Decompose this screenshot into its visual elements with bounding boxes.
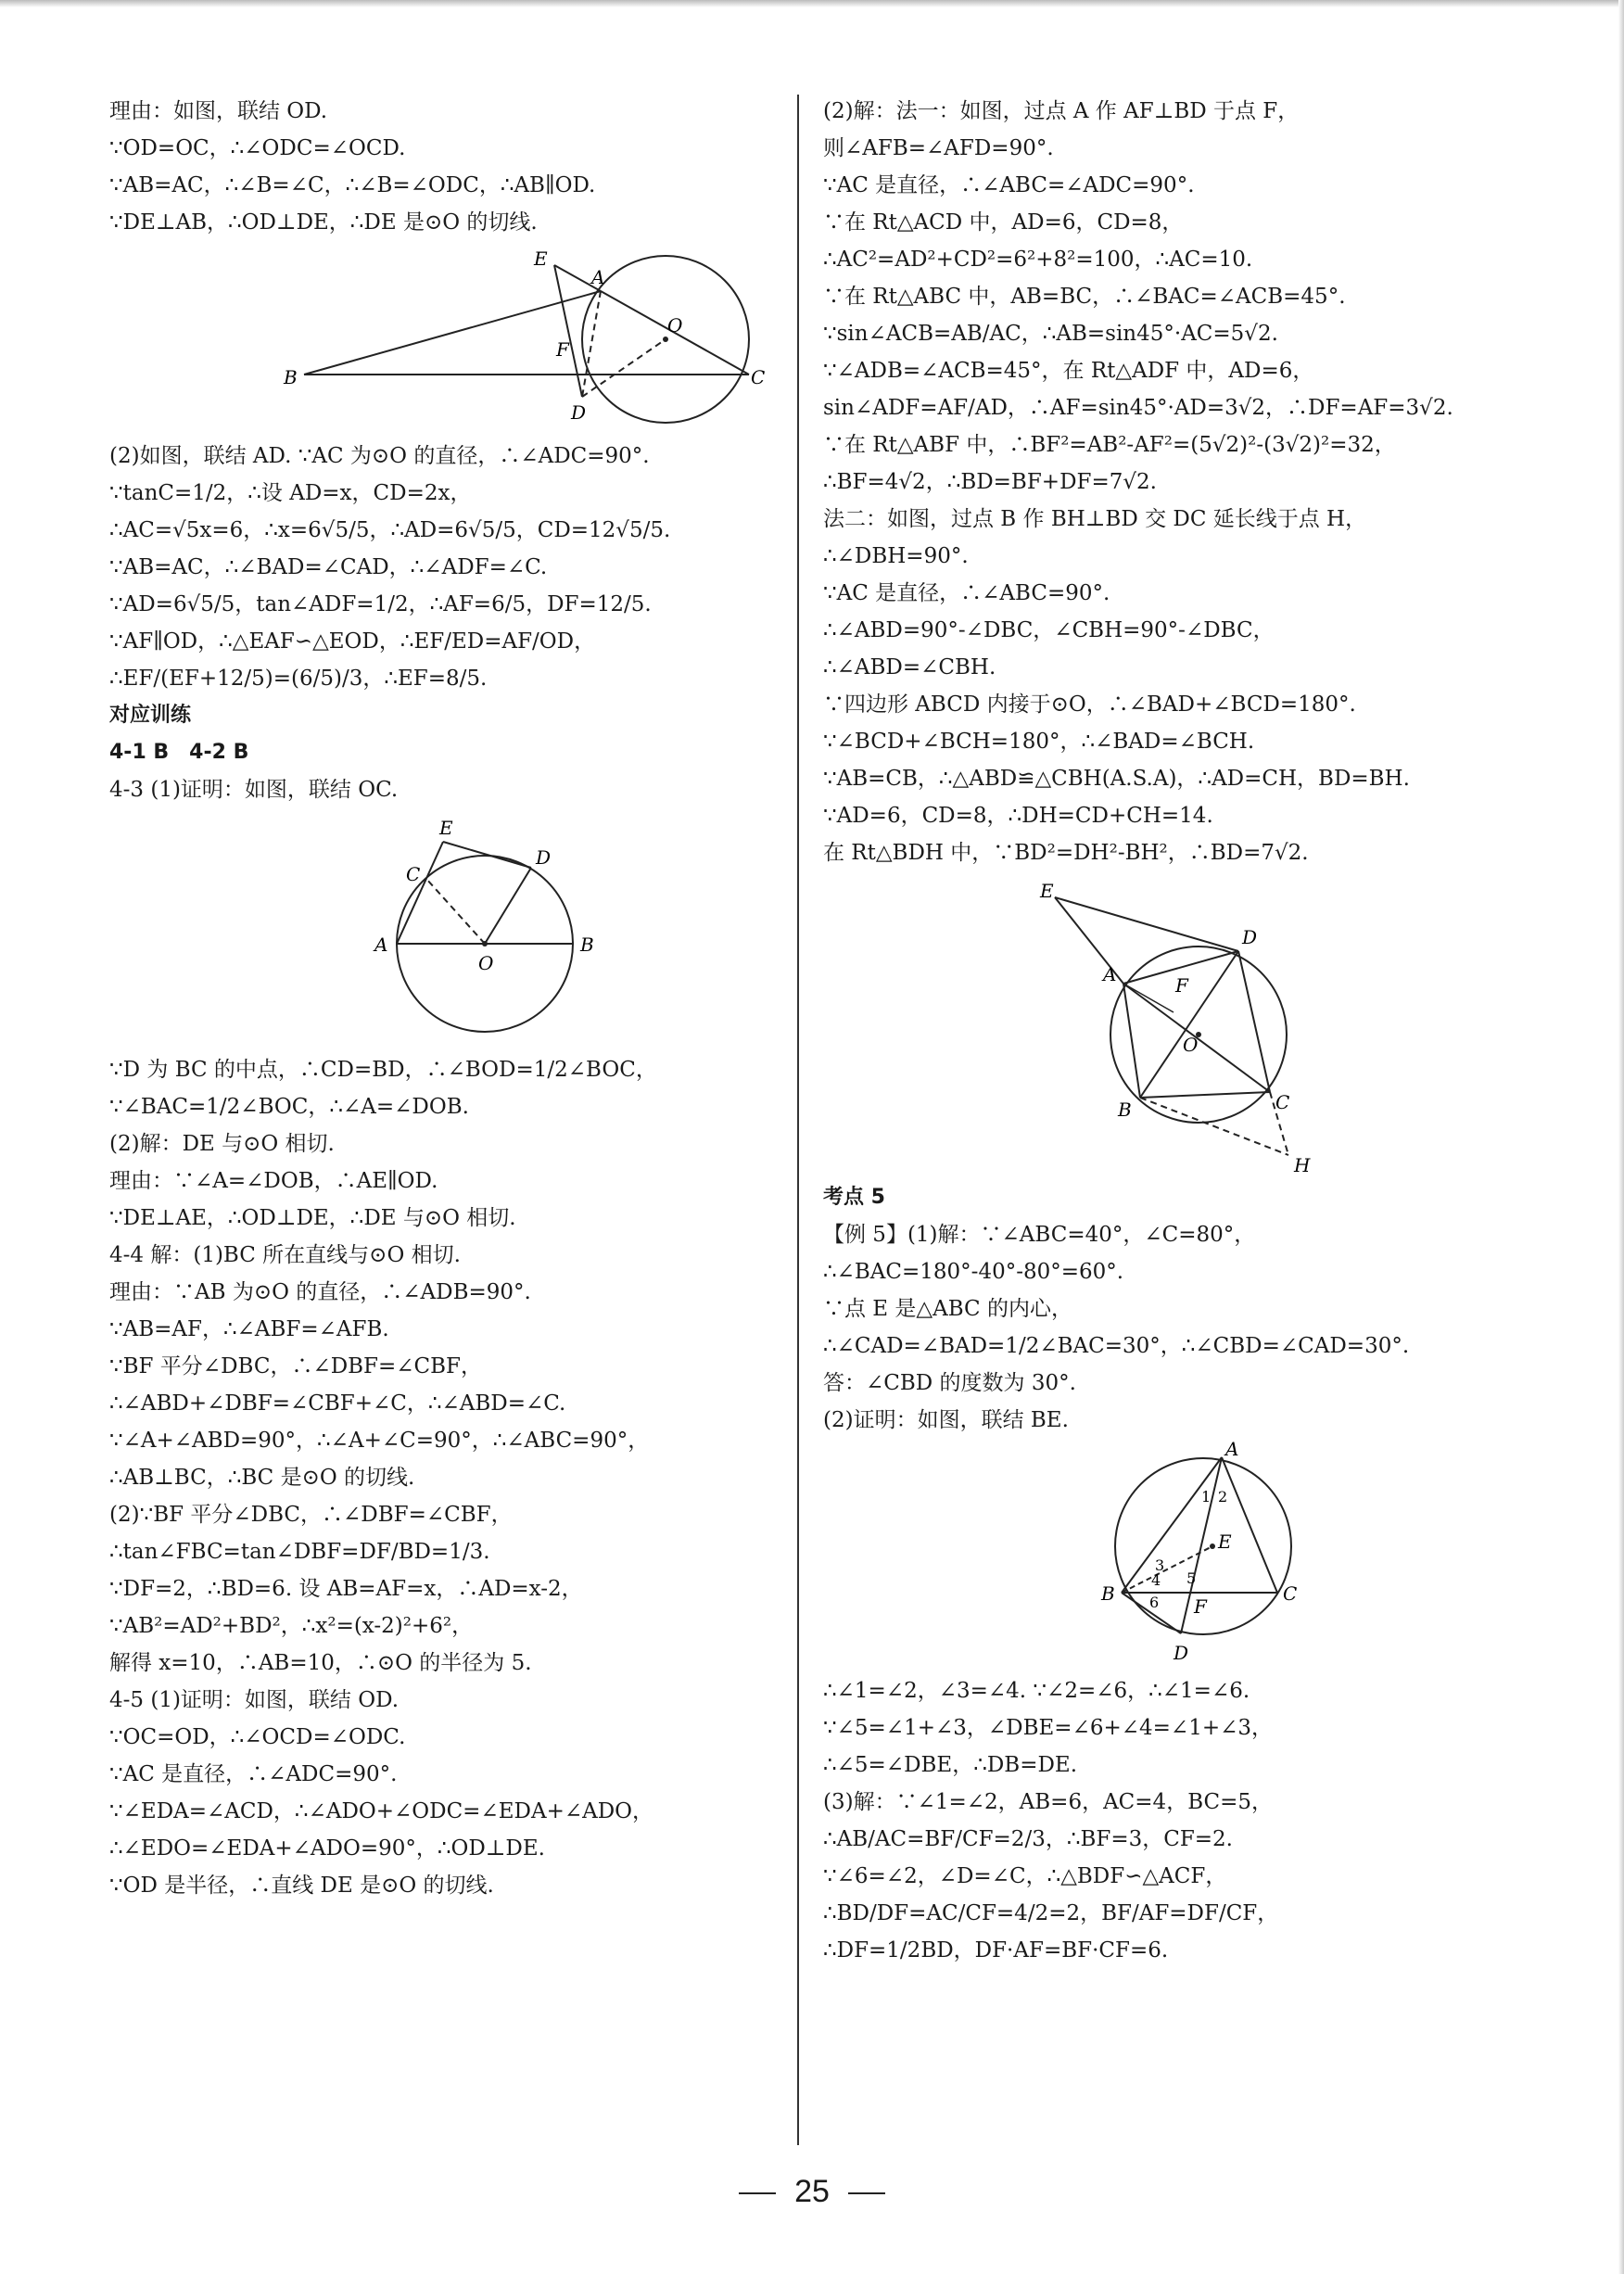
text-line: ∵AC 是直径，∴∠ABC=∠ADC=90°.: [823, 173, 1195, 197]
text-line: ∵DF=2，∴BD=6. 设 AB=AF=x，∴AD=x-2，: [109, 1577, 583, 1601]
figure-label: F: [1175, 974, 1188, 997]
figure-inscribed-quad-3: [1036, 877, 1333, 1174]
text-line: 法二：如图，过点 B 作 BH⊥BD 交 DC 延长线于点 H，: [823, 507, 1367, 531]
text-line: ∵在 Rt△ABF 中，∴BF²=AB²-AF²=(5√2)²-(3√2)²=32，: [823, 433, 1396, 457]
figure-label: A: [1225, 1438, 1239, 1460]
text-line: ∴AC²=AD²+CD²=6²+8²=100，∴AC=10.: [823, 248, 1253, 272]
text-line: ∵AD=6，CD=8，∴DH=CD+CH=14.: [823, 804, 1213, 828]
text-line: 在 Rt△BDH 中，∵BD²=DH²-BH²，∴BD=7√2.: [823, 841, 1309, 865]
text-line: 答：∠CBD 的度数为 30°.: [823, 1371, 1076, 1395]
text-line: ∵tanC=1/2，∴设 AD=x，CD=2x，: [109, 481, 472, 505]
text-line: ∴AB⊥BC，∴BC 是⊙O 的切线.: [109, 1466, 415, 1490]
text-line: ∴AC=√5x=6，∴x=6√5/5，∴AD=6√5/5，CD=12√5/5.: [109, 518, 671, 542]
text-line: (2)解：DE 与⊙O 相切.: [109, 1132, 335, 1156]
figure-label: 6: [1149, 1594, 1160, 1611]
text-line: ∵sin∠ACB=AB/AC，∴AB=sin45°·AC=5√2.: [823, 322, 1278, 346]
text-line: ∴∠5=∠DBE，∴DB=DE.: [823, 1753, 1078, 1777]
text-line: ∴BD/DF=AC/CF=4/2=2，BF/AF=DF/CF，: [823, 1901, 1279, 1925]
text-line: ∵DE⊥AB，∴OD⊥DE，∴DE 是⊙O 的切线.: [109, 210, 538, 235]
figure-label: H: [1294, 1154, 1311, 1176]
text-line: ∵AC 是直径，∴∠ABC=90°.: [823, 581, 1110, 605]
text-line: (2)解：法一：如图，过点 A 作 AF⊥BD 于点 F，: [823, 99, 1300, 123]
text-line: 4-3 (1)证明：如图，联结 OC.: [109, 778, 399, 802]
text-line: (2)∵BF 平分∠DBC，∴∠DBF=∠CBF，: [109, 1503, 513, 1527]
text-line: ∵在 Rt△ABC 中，AB=BC，∴∠BAC=∠ACB=45°.: [823, 285, 1346, 309]
figure-circle-tangent-1: [276, 247, 766, 432]
figure-label: O: [478, 952, 494, 974]
figure-label: B: [1101, 1582, 1115, 1605]
left-column: [109, 93, 786, 1904]
text-line: ∴BF=4√2，∴BD=BF+DF=7√2.: [823, 470, 1157, 494]
text-line: 4-4 解：(1)BC 所在直线与⊙O 相切.: [109, 1243, 461, 1267]
text-line: ∵AB²=AD²+BD²，∴x²=(x-2)²+6²，: [109, 1614, 474, 1638]
text-line: ∴∠ABD+∠DBF=∠CBF+∠C，∴∠ABD=∠C.: [109, 1391, 566, 1416]
text-line: 4-5 (1)证明：如图，联结 OD.: [109, 1688, 400, 1712]
figure-label: D: [1174, 1642, 1189, 1664]
text-line: ∴∠ABD=∠CBH.: [823, 655, 996, 680]
right-edge: [1618, 0, 1624, 2274]
text-line: ∵点 E 是△ABC 的内心，: [823, 1297, 1072, 1321]
text-line: ∵∠BAC=1/2∠BOC，∴∠A=∠DOB.: [109, 1095, 469, 1119]
text-line: (3)解：∵∠1=∠2，AB=6，AC=4，BC=5，: [823, 1790, 1274, 1814]
figure-label: 2: [1218, 1488, 1228, 1505]
section-heading: 考点 5: [823, 1186, 885, 1209]
figure-label: F: [556, 338, 569, 361]
text-line: ∵AB=AC，∴∠B=∠C，∴∠B=∠ODC，∴AB∥OD.: [109, 173, 596, 197]
figure-label: 4: [1151, 1571, 1161, 1589]
text-line: 则∠AFB=∠AFD=90°.: [823, 136, 1054, 160]
figure-circle-semicircle-2: [341, 814, 638, 1046]
figure-label: C: [1283, 1582, 1298, 1605]
text-line: ∵四边形 ABCD 内接于⊙O，∴∠BAD+∠BCD=180°.: [823, 692, 1356, 717]
text-line: 理由：∵AB 为⊙O 的直径，∴∠ADB=90°.: [109, 1280, 531, 1304]
figure-label: A: [374, 934, 388, 956]
figure-label: C: [1275, 1091, 1290, 1113]
text-line: ∵AC 是直径，∴∠ADC=90°.: [109, 1762, 398, 1786]
text-line: ∵AF∥OD，∴△EAF∽△EOD，∴EF/ED=AF/OD，: [109, 629, 596, 654]
text-line: ∵∠5=∠1+∠3，∠DBE=∠6+∠4=∠1+∠3，: [823, 1716, 1273, 1740]
text-line: ∵D 为 BC 的中点，∴CD=BD，∴∠BOD=1/2∠BOC，: [109, 1058, 657, 1082]
figure-label: 3: [1155, 1556, 1165, 1574]
text-line: ∴∠BAC=180°-40°-80°=60°.: [823, 1260, 1124, 1284]
text-line: ∵OD 是半径，∴直线 DE 是⊙O 的切线.: [109, 1874, 494, 1898]
text-line: sin∠ADF=AF/AD，∴AF=sin45°·AD=3√2，∴DF=AF=3√2.: [823, 396, 1453, 420]
page-number: [0, 2174, 1624, 2210]
text-line: ∵∠EDA=∠ACD，∴∠ADO+∠ODC=∠EDA+∠ADO，: [109, 1799, 654, 1823]
figure-label: D: [536, 846, 552, 869]
page-number-text: 25: [794, 2174, 830, 2209]
text-line: ∵AB=CB，∴△ABD≌△CBH(A.S.A)，∴AD=CH，BD=BH.: [823, 767, 1410, 791]
figure-label: E: [1040, 880, 1054, 902]
text-line: 理由：如图，联结 OD.: [109, 99, 328, 123]
text-line: ∵DE⊥AE，∴OD⊥DE，∴DE 与⊙O 相切.: [109, 1206, 516, 1230]
text-line: ∴∠1=∠2，∠3=∠4. ∵∠2=∠6，∴∠1=∠6.: [823, 1679, 1250, 1703]
text-line: ∴tan∠FBC=tan∠DBF=DF/BD=1/3.: [109, 1540, 490, 1564]
column-divider: [797, 95, 799, 2145]
text-line: ∵∠A+∠ABD=90°，∴∠A+∠C=90°，∴∠ABC=90°，: [109, 1429, 650, 1453]
figure-label: A: [591, 266, 605, 288]
text-line: ∴∠EDO=∠EDA+∠ADO=90°，∴OD⊥DE.: [109, 1836, 545, 1861]
text-line: ∴∠DBH=90°.: [823, 544, 969, 568]
figure-label: B: [284, 366, 298, 388]
figure-label: D: [571, 401, 587, 424]
text-line: ∵AD=6√5/5，tan∠ADF=1/2，∴AF=6/5，DF=12/5.: [109, 592, 652, 616]
figure-label: E: [1218, 1531, 1232, 1553]
figure-label: E: [439, 817, 453, 839]
text-line: (2)如图，联结 AD. ∵AC 为⊙O 的直径，∴∠ADC=90°.: [109, 444, 650, 468]
section-heading: 4-1 B 4-2 B: [109, 741, 249, 764]
figure-label: B: [1118, 1099, 1132, 1121]
text-line: 解得 x=10，∴AB=10，∴⊙O 的半径为 5.: [109, 1651, 532, 1675]
text-line: ∵∠6=∠2，∠D=∠C，∴△BDF∽△ACF，: [823, 1864, 1227, 1888]
text-line: ∵OC=OD，∴∠OCD=∠ODC.: [109, 1725, 406, 1749]
text-line: ∴∠CAD=∠BAD=1/2∠BAC=30°，∴∠CBD=∠CAD=30°.: [823, 1334, 1410, 1358]
top-edge: [0, 0, 1624, 7]
text-line: ∴EF/(EF+12/5)=(6/5)/3，∴EF=8/5.: [109, 667, 488, 691]
figure-label: 5: [1186, 1569, 1197, 1587]
figure-label: D: [1242, 926, 1258, 948]
text-line: 理由：∵∠A=∠DOB，∴AE∥OD.: [109, 1169, 438, 1193]
text-line: ∵OD=OC，∴∠ODC=∠OCD.: [109, 136, 406, 160]
text-line: ∵AB=AC，∴∠BAD=∠CAD，∴∠ADF=∠C.: [109, 555, 548, 579]
figure-label: C: [406, 863, 421, 885]
figure-label: C: [751, 366, 766, 388]
figure-label: B: [580, 934, 594, 956]
section-heading: 对应训练: [109, 704, 192, 727]
text-line: ∵AB=AF，∴∠ABF=∠AFB.: [109, 1317, 389, 1341]
figure-label: 1: [1201, 1488, 1212, 1505]
figure-label: O: [667, 314, 683, 337]
right-column: [823, 93, 1565, 1969]
text-line: (2)证明：如图，联结 BE.: [823, 1408, 1069, 1432]
figure-incenter-4: [1064, 1438, 1342, 1667]
text-line: ∵BF 平分∠DBC，∴∠DBF=∠CBF，: [109, 1354, 483, 1378]
text-line: ∵∠ADB=∠ACB=45°，在 Rt△ADF 中，AD=6，: [823, 359, 1314, 383]
figure-label: F: [1194, 1595, 1207, 1618]
figure-label: A: [1103, 963, 1117, 985]
text-line: ∵∠BCD+∠BCH=180°，∴∠BAD=∠BCH.: [823, 730, 1255, 754]
text-line: 【例 5】(1)解：∵∠ABC=40°，∠C=80°，: [823, 1223, 1256, 1247]
text-line: ∴AB/AC=BF/CF=2/3，∴BF=3，CF=2.: [823, 1827, 1233, 1851]
text-line: ∴∠ABD=90°-∠DBC，∠CBH=90°-∠DBC，: [823, 618, 1275, 642]
text-line: ∵在 Rt△ACD 中，AD=6，CD=8，: [823, 210, 1184, 235]
text-line: ∴DF=1/2BD，DF·AF=BF·CF=6.: [823, 1938, 1169, 1963]
figure-label: E: [534, 248, 548, 270]
figure-label: O: [1183, 1034, 1199, 1056]
